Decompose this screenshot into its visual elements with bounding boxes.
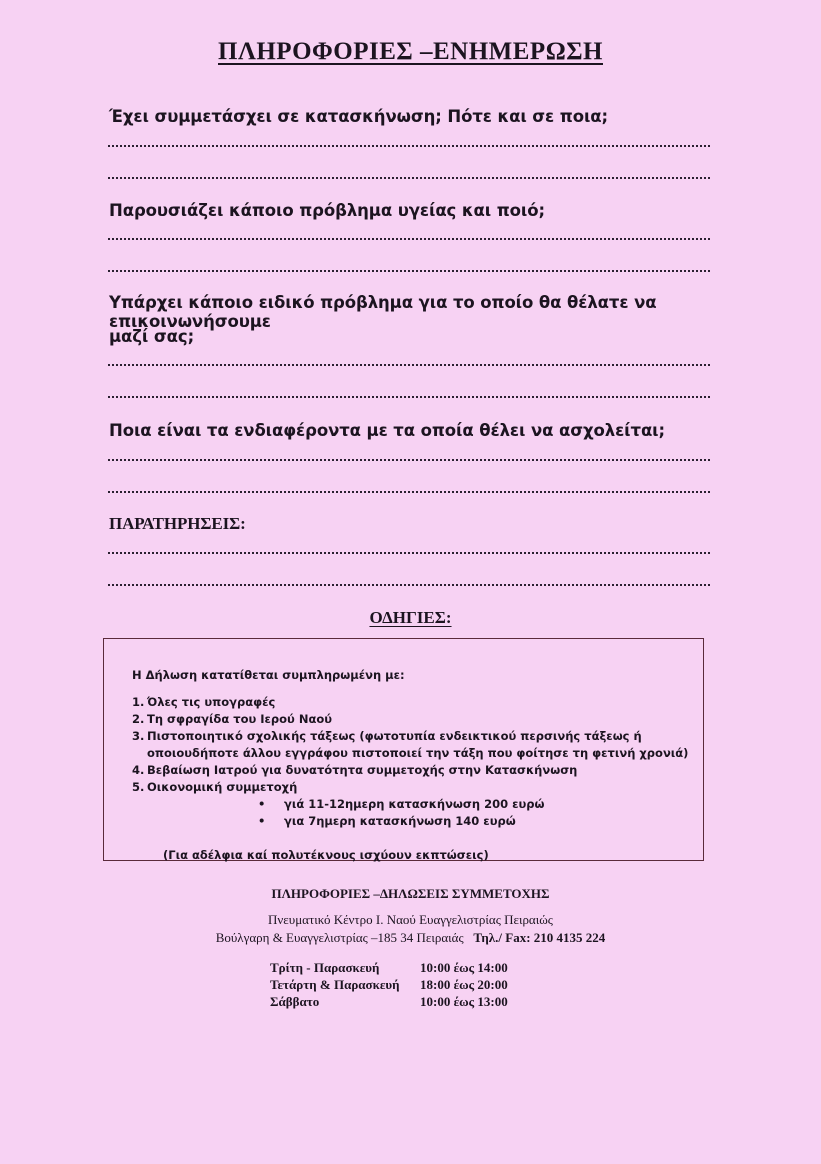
remarks-label: ΠΑΡΑΤΗΡΗΣΕΙΣ: (109, 514, 246, 533)
item-text: Βεβαίωση Ιατρού για δυνατότητα συμμετοχής στην Κατασκήνωση (147, 763, 578, 777)
answer-line[interactable] (108, 396, 710, 398)
instructions-intro: Η Δήλωση κατατίθεται συμπληρωμένη με: (132, 668, 405, 682)
address: Βούλγαρη & Ευαγγελιστρίας –185 34 Πειραιάς (215, 930, 464, 945)
answer-line[interactable] (108, 491, 710, 493)
fee-bullet (258, 797, 544, 811)
hours-time: 18:00 έως 20:00 (420, 977, 508, 992)
instruction-item (132, 780, 692, 794)
answer-line[interactable] (108, 552, 710, 554)
item-text: Τη σφραγίδα του Ιερού Ναού (147, 712, 333, 726)
answer-line[interactable] (108, 584, 710, 586)
hours-days: Σάββατο (270, 994, 320, 1009)
item-number: 1. (132, 695, 145, 709)
answer-line[interactable] (108, 364, 710, 366)
hours-row (270, 994, 508, 1011)
address-line (0, 930, 821, 946)
bullet-icon: • (258, 814, 266, 828)
instruction-item (132, 729, 692, 760)
item-number: 5. (132, 780, 145, 794)
hours-row (270, 960, 508, 977)
fee-bullet (258, 814, 516, 828)
hours-row (270, 977, 508, 994)
answer-line[interactable] (108, 459, 710, 461)
question-previous-camp: Έχει συμμετάσχει σε κατασκήνωση; Πότε και σε ποια; (109, 107, 609, 126)
instructions-heading: ΟΔΗΓΙΕΣ: (369, 608, 452, 627)
item-text: Πιστοποιητικό σχολικής τάξεως (φωτοτυπία ενδεικτικού περσινής τάξεως ή (147, 729, 642, 743)
answer-line[interactable] (108, 270, 710, 272)
page-title: ΠΛΗΡΟΦΟΡΙΕΣ –ΕΝΗΜΕΡΩΣΗ (218, 38, 603, 65)
question-interests: Ποια είναι τα ενδιαφέροντα με τα οποία θέλει να ασχολείται; (109, 421, 666, 440)
bullet-icon: • (258, 797, 266, 811)
question-health: Παρουσιάζει κάποιο πρόβλημα υγείας και ποιό; (109, 201, 545, 220)
answer-line[interactable] (108, 145, 710, 147)
hours-days: Τετάρτη & Παρασκευή (270, 977, 400, 992)
phone: Τηλ./ Fax: 210 4135 224 (473, 930, 606, 945)
item-number: 4. (132, 763, 145, 777)
item-text-continued: οποιουδήποτε άλλου εγγράφου πιστοποιεί την τάξη που φοίτησε τη φετινή χρονιά) (147, 746, 689, 760)
item-number: 3. (132, 729, 145, 743)
instruction-item (132, 695, 692, 709)
office-hours (270, 960, 508, 1011)
discount-note: (Για αδέλφια καί πολυτέκνους ισχύουν εκπτώσεις) (163, 848, 489, 862)
hours-time: 10:00 έως 14:00 (420, 960, 508, 975)
question-special-problem-cont: μαζί σας; (109, 327, 195, 346)
item-text: Όλες τις υπογραφές (147, 695, 276, 709)
item-number: 2. (132, 712, 145, 726)
answer-line[interactable] (108, 177, 710, 179)
item-text: Οικονομική συμμετοχή (147, 780, 298, 794)
hours-days: Τρίτη - Παρασκευή (270, 960, 380, 975)
fee-text: γιά 11-12ημερη κατασκήνωση 200 ευρώ (284, 797, 545, 811)
answer-line[interactable] (108, 238, 710, 240)
hours-time: 10:00 έως 13:00 (420, 994, 508, 1009)
question-special-problem: Υπάρχει κάποιο ειδικό πρόβλημα για το οποίο θα θέλατε να επικοινωνήσουμε (109, 293, 657, 331)
instruction-item (132, 712, 692, 726)
instruction-item (132, 763, 692, 777)
fee-text: για 7ημερη κατασκήνωση 140 ευρώ (284, 814, 516, 828)
contact-heading: ΠΛΗΡΟΦΟΡΙΕΣ –ΔΗΛΩΣΕΙΣ ΣΥΜΜΕΤΟΧΗΣ (271, 886, 550, 901)
organization-name: Πνευματικό Κέντρο Ι. Ναού Ευαγγελιστρίας Πειραιώς (268, 912, 553, 927)
